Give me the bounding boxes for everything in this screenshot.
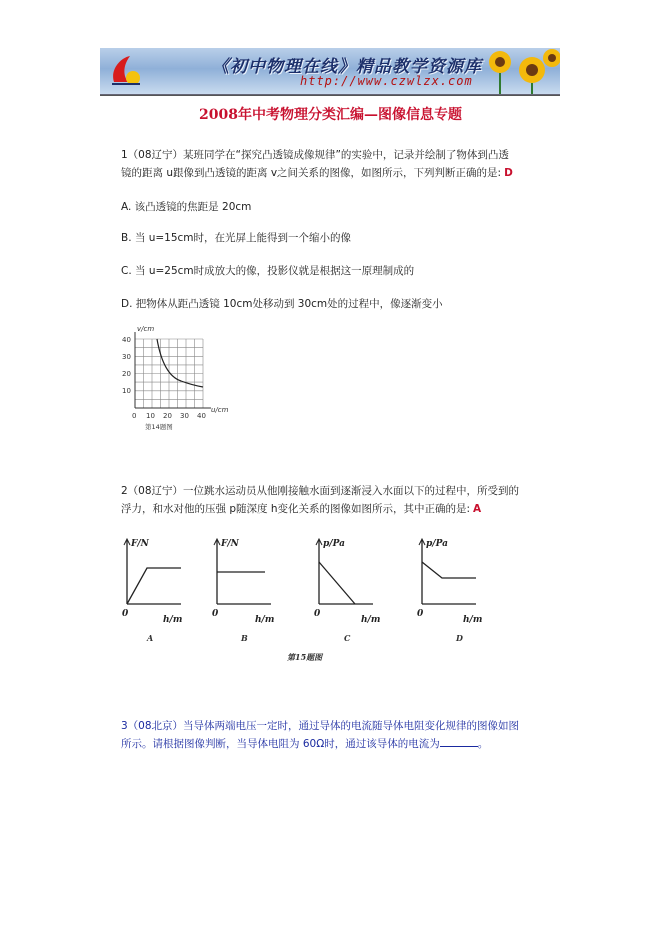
q3-answer-blank [440, 736, 478, 747]
q1-curve [157, 339, 203, 387]
header-banner [100, 48, 560, 95]
q1-answer: D [504, 167, 513, 179]
q2-graph-d [417, 539, 482, 643]
q2-answer: A [473, 503, 482, 515]
q2-graph-b [212, 539, 274, 643]
q1-y-tick: 20 [122, 370, 131, 378]
q1-line-1: 1（08辽宁）某班同学在“探究凸透镜成像规律”的实验中，记录并绘制了物体到凸透 [121, 149, 509, 161]
q3-line-1: 3（08北京）当导体两端电压一定时，通过导体的电流随导体电阻变化规律的图像如图 [121, 720, 520, 732]
q1-x-tick: 0 [132, 412, 137, 420]
q2-graph-c [314, 539, 380, 643]
q2-graph-c-y-label: p/Pa [323, 539, 345, 549]
q2-graph-d-origin: 0 [417, 609, 424, 619]
q1-option-c: C. 当 u=25cm时成放大的像，投影仪就是根据这一原理制成的 [121, 265, 415, 277]
q1-y-tick: 10 [122, 387, 131, 395]
q1-x-tick: 10 [146, 412, 155, 420]
q2-graph-a [122, 539, 182, 643]
q2-graph-d-letter: D [456, 633, 463, 643]
q3-line-2-text: 所示。请根据图像判断，当导体电阻为 60Ω时，通过该导体的电流为 [121, 738, 440, 750]
sunflower-icon [470, 48, 560, 94]
q1-y-axis-label: v/cm [137, 325, 155, 333]
banner-title: 《初中物理在线》精品教学资源库 [212, 57, 482, 77]
q1-line-2 [121, 164, 513, 182]
q1-option-b: B. 当 u=15cm时，在光屏上能得到一个缩小的像 [121, 232, 352, 244]
site-logo-icon [106, 52, 144, 90]
q1-option-d: D. 把物体从距凸透镜 10cm处移动到 30cm处的过程中，像逐渐变小 [121, 298, 443, 310]
q2-graph-b-y-label: F/N [221, 539, 239, 549]
q1-figure [115, 322, 230, 434]
q1-option-a: A. 该凸透镜的焦距是 20cm [121, 201, 252, 213]
q1-x-tick: 30 [180, 412, 189, 420]
q1-y-tick: 40 [122, 336, 131, 344]
q1-x-tick: 20 [163, 412, 172, 420]
q1-figure-caption: 第14题图 [145, 423, 173, 431]
q1-x-axis-label: u/cm [211, 406, 229, 414]
q2-graph-a-x-label: h/m [163, 615, 183, 625]
q2-graph-a-origin: 0 [122, 609, 129, 619]
q2-line-1: 2（08辽宁）一位跳水运动员从他刚接触水面到逐渐浸入水面以下的过程中，所受到的 [121, 485, 520, 497]
q3-line-2-end: 。 [477, 738, 489, 750]
q2-graph-b-x-label: h/m [255, 615, 275, 625]
q1-line-2-text: 镜的距离 u跟像到凸透镜的距离 v之间关系的图像，如图所示，下列判断正确的是: [121, 167, 502, 179]
q2-figure-caption: 第15题图 [287, 652, 323, 662]
page-title: 2008年中考物理分类汇编—图像信息专题 [199, 107, 462, 123]
banner-url: http://www.czwlzx.com [300, 74, 473, 88]
q2-graph-c-origin: 0 [314, 609, 321, 619]
q2-graph-a-y-label: F/N [131, 539, 149, 549]
q1-x-tick: 40 [197, 412, 206, 420]
q2-graph-d-y-label: p/Pa [426, 539, 448, 549]
q1-y-tick: 30 [122, 353, 131, 361]
header-divider [100, 95, 560, 96]
q2-graph-c-letter: C [344, 633, 351, 643]
q2-graph-b-origin: 0 [212, 609, 219, 619]
q2-graph-a-letter: A [147, 633, 154, 643]
q2-graph-c-x-label: h/m [361, 615, 381, 625]
q2-graph-d-x-label: h/m [463, 615, 483, 625]
q2-line-2 [121, 500, 481, 518]
q3-line-2 [121, 735, 488, 753]
q2-figure [115, 532, 500, 664]
q2-line-2-text: 浮力，和水对他的压强 p随深度 h变化关系的图像如图所示，其中正确的是: [121, 503, 471, 515]
q2-graph-b-letter: B [241, 633, 248, 643]
